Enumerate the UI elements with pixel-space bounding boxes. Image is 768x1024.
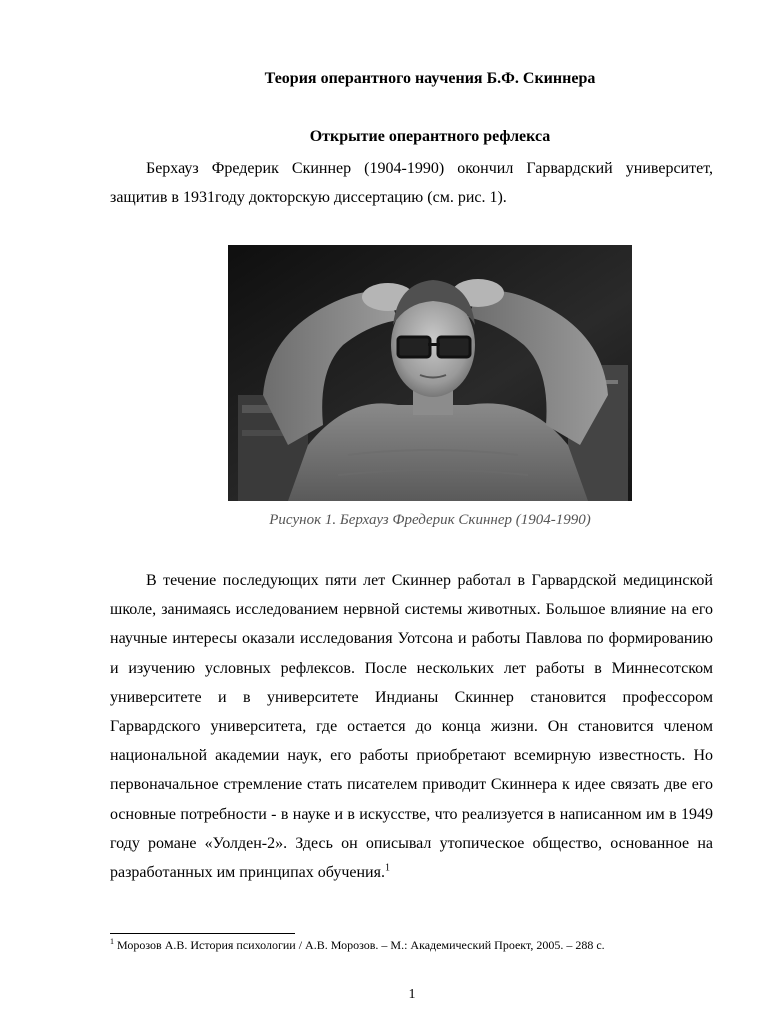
- figure-caption: Рисунок 1. Берхауз Фредерик Скиннер (1904-1990): [269, 512, 591, 528]
- page-number: 1: [408, 987, 416, 1002]
- paragraph-biography-text: В течение последующих пяти лет Скиннер работал в Гарвардской медицинской школе, занимаясь исследованием нервной системы животных. Большое влияние на его научные интересы оказали исследования Уотсона и работы Павлова по формированию и изучению условных рефлексов. После нескольких лет работы в Миннесотском университете и в университете Индианы Скиннер становится профессором Гарвардского университета, где остается до конца жизни. Он становится членом национальной академии наук, его работы приобретают всемирную известность. Но первоначальное стремление стать писателем приводит Скиннера к идее связать две его основные потребности - в науке и в искусстве, что реализуется в написанном им в 1949 году романе «Уолден-2». Здесь он описывал утопическое общество, основанное на разработанных им принципах обучения.: [110, 572, 713, 882]
- footnote-separator: [110, 933, 295, 934]
- footnote-reference[interactable]: 1: [384, 862, 390, 874]
- footnote-text: Морозов А.В. История психологии / А.В. Морозов. – М.: Академический Проект, 2005. – 288 с.: [114, 938, 605, 952]
- skinner-photo: [228, 245, 632, 501]
- section-heading: Открытие оперантного рефлекса: [309, 128, 551, 145]
- document-title: Теория оперантного научения Б.Ф. Скиннера: [264, 70, 596, 87]
- footnote-marker: 1: [110, 937, 114, 946]
- footnote: [110, 937, 730, 953]
- paragraph-intro: Берхауз Фредерик Скиннер (1904-1990) окончил Гарвардский университет, защитив в 1931году докторскую диссертацию (см. рис. 1).: [110, 160, 713, 206]
- paragraph-biography: [110, 566, 713, 887]
